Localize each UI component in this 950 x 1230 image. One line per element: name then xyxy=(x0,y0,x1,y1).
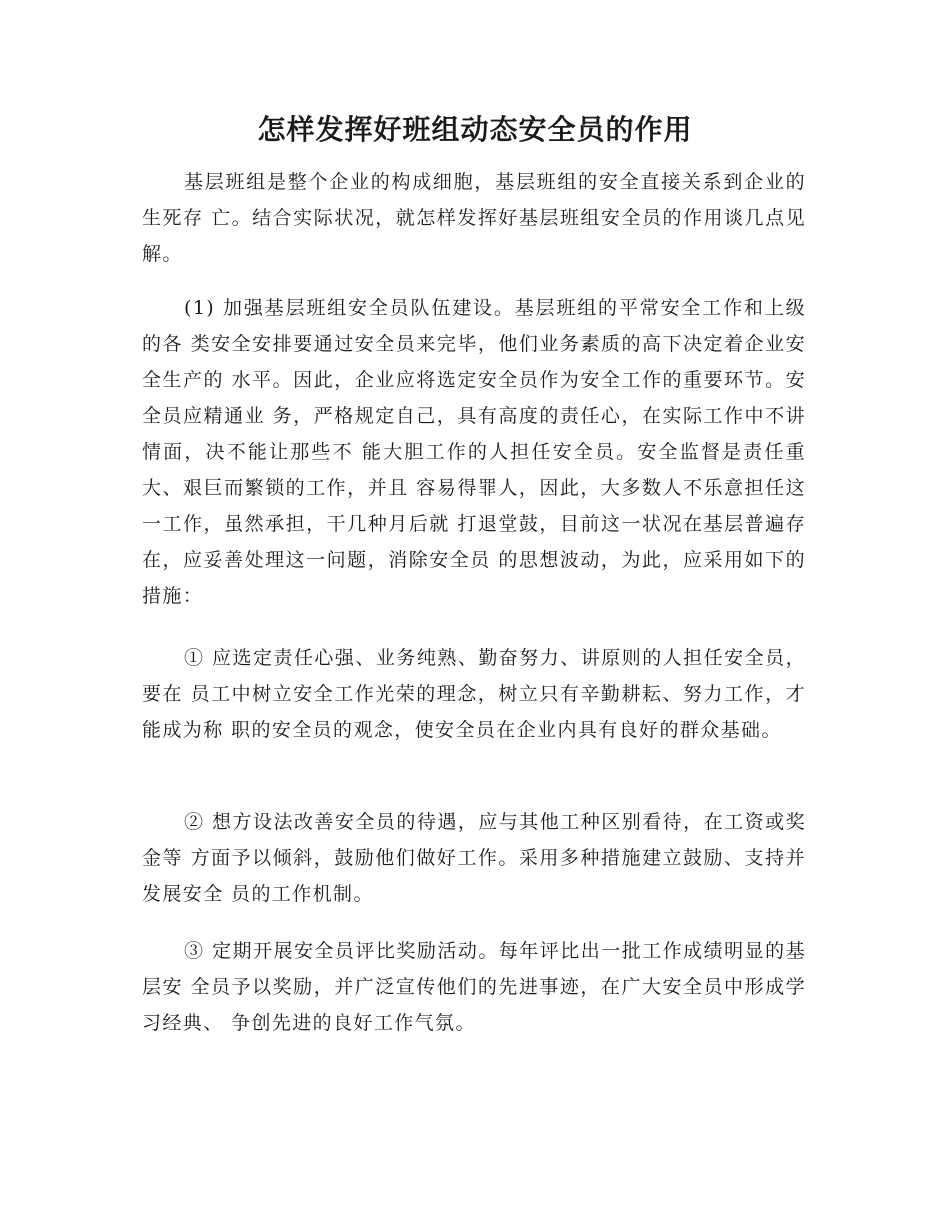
paragraph-intro: 基层班组是整个企业的构成细胞，基层班组的安全直接关系到企业的生死存 亡。结合实际状况，就怎样发挥好基层班组安全员的作用谈几点见解。 xyxy=(142,171,806,265)
paragraph-measure-2: ② 想方设法改善安全员的待遇，应与其他工种区别看待，在工资或奖金等 方面予以倾斜，鼓励他们做好工作。采用多种措施建立鼓励、支持并发展安全 员的工作机制。 xyxy=(142,811,806,905)
paragraph-section-1: (1) 加强基层班组安全员队伍建设。基层班组的平常安全工作和上级的各 类安全安排要通过安全员来完毕，他们业务素质的高下决定着企业安全生产的 水平。因此，企业应将选定安全员作为安全工作的重要环节。安全员应精通业 务，严格规定自己，具有高度的责任心，在实际工作中不讲情面，决不能让那些不 能大胆工作的人担任安全员。安全监督是责任重大、艰巨而繁锁的工作，并且 容易得罪人，因此，大多数人不乐意担任这一工作，虽然承担，干几种月后就 打退堂鼓，目前这一状况在基层普遍存在，应妥善处理这一问题，消除安全员 的思想波动，为此，应采用如下的措施： xyxy=(142,297,806,607)
paragraph-measure-3: ③ 定期开展安全员评比奖励活动。每年评比出一批工作成绩明显的基层安 全员予以奖励，并广泛宣传他们的先进事迹，在广大安全员中形成学习经典、 争创先进的良好工作气氛。 xyxy=(142,940,806,1034)
paragraph-measure-1: ① 应选定责任心强、业务纯熟、勤奋努力、讲原则的人担任安全员，要在 员工中树立安全工作光荣的理念，树立只有辛勤耕耘、努力工作，才能成为称 职的安全员的观念，使安全员在企业内具有良好的群众基础。 xyxy=(142,647,806,741)
document-title: 怎样发挥好班组动态安全员的作用 xyxy=(257,113,693,146)
